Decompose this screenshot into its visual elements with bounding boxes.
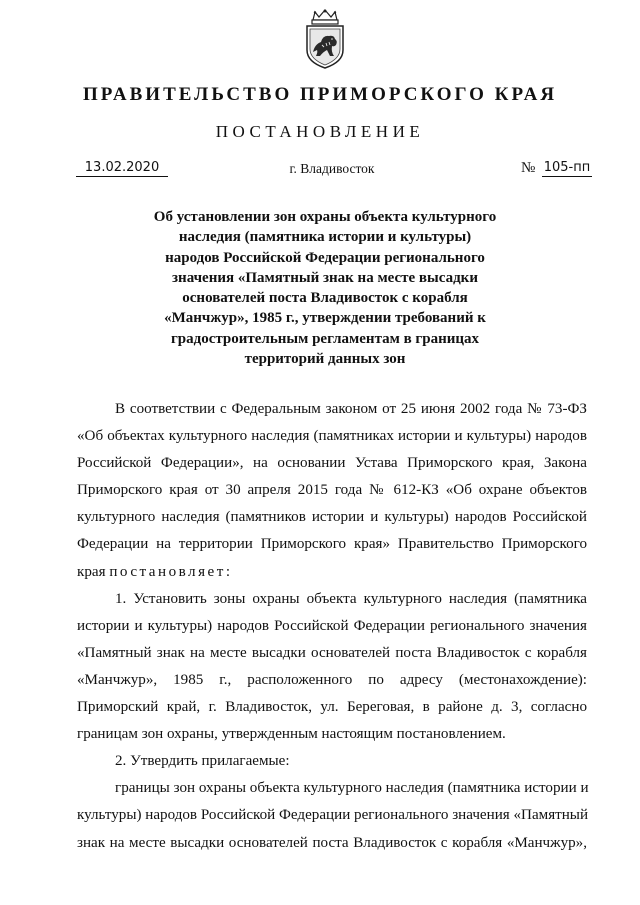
preamble-line: В соответствии с Федеральным законом от 25 июня 2002 года № 73-ФЗ: [115, 401, 587, 417]
item1-line: 1. Установить зоны охраны объекта культурного наследия (памятника: [115, 590, 587, 607]
preamble-last-prefix: края: [77, 563, 106, 580]
subject-line: территорий данных зон: [244, 351, 406, 368]
subject-line: наследия (памятника истории и культуры): [178, 229, 472, 246]
subject-line: значения «Памятный знак на месте высадки: [172, 269, 478, 286]
document-body: [77, 396, 587, 857]
item1-line: «Манчжур», 1985 г., расположенного по адресу (местонахождение):: [77, 671, 587, 688]
item2a-line: знак на месте высадки основателей поста Владивосток с корабля «Манчжур»,: [77, 834, 587, 851]
item2a-line: культуры) народов Российской Федерации регионального значения «Памятный: [77, 807, 589, 824]
decree-word: постановляет:: [109, 563, 233, 580]
item1-line: истории и культуры) народов Российской Федерации регионального значения: [77, 617, 587, 634]
preamble-line: культурного наследия (памятников истории и культуры) народов Российской: [77, 509, 587, 526]
item1-line: Приморский край, г. Владивосток, ул. Береговая, в районе д. 3, согласно: [77, 699, 587, 716]
document-city: г. Владивосток: [289, 161, 375, 176]
item2-line: 2. Утвердить прилагаемые:: [115, 753, 290, 770]
document-subject: [120, 207, 530, 369]
item2a-line: границы зон охраны объекта культурного наследия (памятника истории и: [115, 780, 589, 797]
number-sign: №: [521, 160, 536, 176]
preamble-line: Российской Федерации», на основании Устава Приморского края, Закона: [77, 455, 587, 472]
subject-line: народов Российской Федерации регионального: [165, 249, 485, 266]
item1-line: границам зон охраны, утвержденным настоящим постановлением.: [77, 726, 506, 743]
preamble-line: Федерации на территории Приморского края» Правительство Приморского: [77, 536, 587, 553]
primorsky-krai-coat-of-arms-icon: [301, 8, 349, 70]
document-number: 105-пп: [543, 160, 591, 175]
subject-line: «Манчжур», 1985 г., утверждении требований к: [164, 310, 486, 327]
document-meta-row: [0, 158, 640, 182]
government-title: ПРАВИТЕЛЬСТВО ПРИМОРСКОГО КРАЯ: [82, 84, 558, 105]
document-date: 13.02.2020: [76, 160, 168, 177]
preamble-last-line: [77, 559, 587, 586]
subject-line: градостроительным регламентам в границах: [170, 330, 480, 347]
preamble-line: «Об объектах культурного наследия (памятниках истории и культуры) народов: [77, 428, 587, 445]
preamble-line: Приморского края от 30 апреля 2015 года № 612-КЗ «Об охране объектов: [77, 482, 587, 499]
item1-line: «Памятный знак на месте высадки основателей поста Владивосток с корабля: [77, 644, 587, 661]
subject-line: Об установлении зон охраны объекта культурного: [153, 209, 497, 225]
subject-line: основателей поста Владивосток с корабля: [182, 290, 468, 307]
document-type: ПОСТАНОВЛЕНИЕ: [215, 122, 425, 141]
